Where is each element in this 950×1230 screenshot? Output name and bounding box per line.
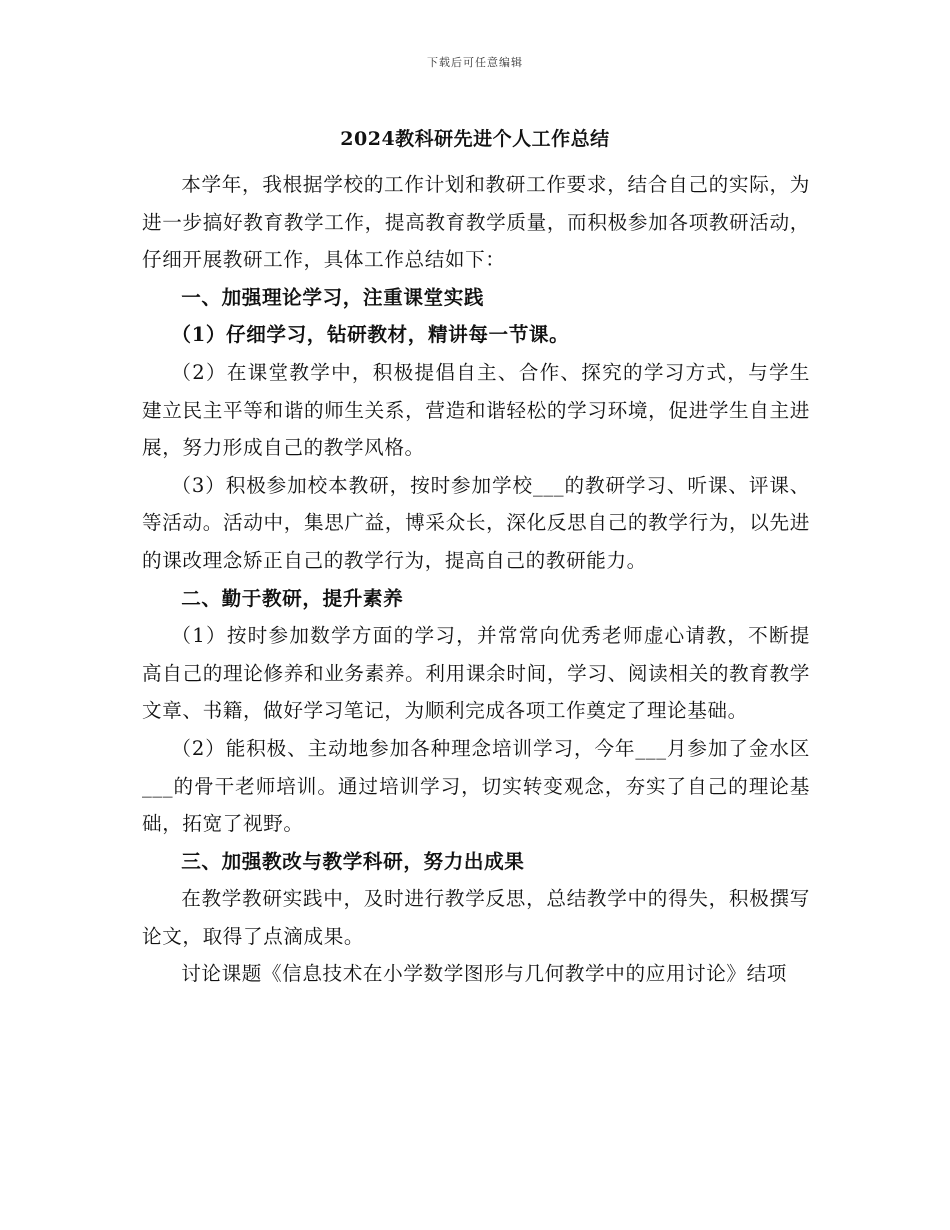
section-heading-2: 二、勤于教研，提升素养 bbox=[181, 586, 404, 610]
document-body bbox=[142, 166, 810, 993]
section-heading-3: 三、加强教改与教学科研，努力出成果 bbox=[181, 849, 525, 873]
header-note: 下载后可任意编辑 bbox=[427, 56, 523, 69]
section-2-item-2: （2）能积极、主动地参加各种理念培训学习，今年___月参加了金水区___的骨干老师培训。通过培训学习，切实转变观念，夯实了自己的理论基础，拓宽了视野。 bbox=[142, 736, 810, 836]
section-1-item-1: （1）仔细学习，钻研教材，精讲每一节课。 bbox=[171, 323, 570, 347]
section-heading-1: 一、加强理论学习，注重课堂实践 bbox=[181, 285, 485, 309]
section-1-item-3: （3）积极参加校本教研，按时参加学校___的教研学习、听课、评课、等活动。活动中，集思广益，博采众长，深化反思自己的教学行为，以先进的课改理念矫正自己的教学行为，提高自己的教研能力。 bbox=[142, 473, 810, 572]
intro-paragraph: 本学年，我根据学校的工作计划和教研工作要求，结合自己的实际，为进一步搞好教育教学工作，提高教育教学质量，而积极参加各项教研活动，仔细开展教研工作，具体工作总结如下： bbox=[142, 173, 810, 272]
section-3-paragraph-2: 讨论课题《信息技术在小学数学图形与几何教学中的应用讨论》结项 bbox=[181, 962, 787, 986]
document-title: 2024教科研先进个人工作总结 bbox=[340, 128, 610, 150]
section-3-paragraph-1: 在教学教研实践中，及时进行教学反思，总结教学中的得失，积极撰写论文，取得了点滴成果。 bbox=[142, 887, 810, 948]
section-2-item-1: （1）按时参加数学方面的学习，并常常向优秀老师虚心请教，不断提高自己的理论修养和业务素养。利用课余时间，学习、阅读相关的教育教学文章、书籍，做好学习笔记，为顺利完成各项工作奠定了理论基础。 bbox=[142, 624, 810, 723]
section-1-item-2: （2）在课堂教学中，积极提倡自主、合作、探究的学习方式，与学生建立民主平等和谐的师生关系，营造和谐轻松的学习环境，促进学生自主进展，努力形成自己的教学风格。 bbox=[142, 360, 810, 460]
